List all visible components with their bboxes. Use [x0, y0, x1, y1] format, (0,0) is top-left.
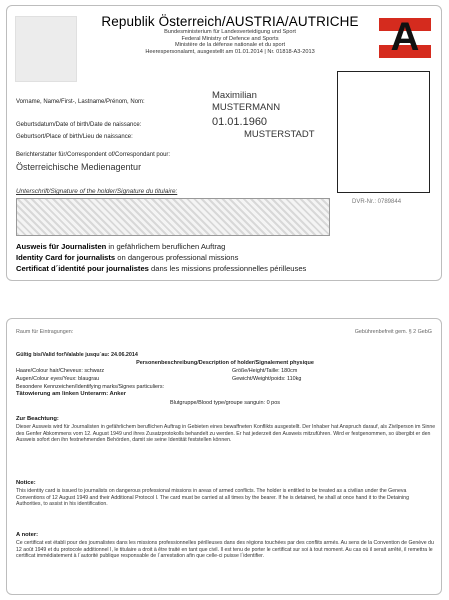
footer-rest-en: on dangerous professional missions — [115, 253, 239, 262]
notice-text-fr: Ce certificat est établi pour des journalistes dans les missions professionnelles périlleuses dans des régions touchées par des conflits armés. Au sens de la Convention de Genève du 12 août 1949 et du protocole additionnel I, le titulaire a droit à être traité en tant que civil. Il est tenu de porter le certificat sur soi à tout moment. Au cas où il serait arrêté, il remettra le certificat immédiatement à l´autorité publique responsable de l´arrestation afin que celle-ci puisse l´identifier. — [16, 540, 434, 560]
valid-until: Gültig bis/Valid for/Valable jusqu´au: 24.06.2014 — [16, 352, 138, 358]
footer-line-fr — [16, 264, 306, 273]
country-title: Republik Österreich/AUSTRIA/AUTRICHE — [101, 14, 359, 29]
notice-heading-de: Zur Beachtung: — [16, 416, 59, 422]
last-name-value: MUSTERMANN — [212, 102, 281, 113]
first-name-value: Maximilian — [212, 90, 257, 101]
weight: Gewicht/Weight/poids: 110kg — [232, 376, 302, 382]
description-title: Personenbeschreibung/Description of holder/Signalement physique — [136, 360, 314, 366]
austrian-flag-logo-icon — [379, 15, 431, 59]
blood-type: Blutgruppe/Blood type/groupe sanguin: 0 pos — [169, 400, 281, 406]
ministry-line-de: Bundesministerium für Landesverteidigung und Sport — [164, 29, 296, 35]
eye-colour: Augen/Colour eyes/Yeux: blaugrau — [16, 376, 100, 382]
ministry-line-fr: Ministère de la défense nationale et du sport — [174, 42, 286, 49]
dob-label: Geburtsdatum/Date of birth/Date de naissance: — [16, 122, 142, 128]
photo-frame — [337, 71, 430, 193]
height: Größe/Height/Taille: 180cm — [232, 368, 298, 374]
footer-bold-fr: Certificat d´identité pour journalistes — [16, 264, 149, 273]
footer-line-en — [16, 253, 238, 262]
footer-bold-en: Identity Card for journalists — [16, 253, 116, 262]
identifying-marks: Besondere Kennzeichen/Identifying marks/Signes particuliers: — [16, 384, 165, 390]
pob-label: Geburtsort/Place of birth/Lieu de naissance: — [16, 134, 133, 140]
hair-colour: Haare/Colour hair/Cheveux: schwarz — [16, 368, 105, 374]
tattoo: Tätowierung am linken Unterarm: Anker — [16, 391, 126, 397]
notice-heading-en: Notice: — [16, 480, 36, 486]
notice-heading-fr: A noter: — [16, 532, 39, 538]
footer-bold-de: Ausweis für Journalisten — [16, 242, 107, 251]
fee-exemption: Gebührenbefreit gem. § 2 GebG — [354, 329, 432, 335]
id-card-back — [6, 318, 442, 595]
notice-text-de: Dieser Ausweis wird für Journalisten in gefährlichem beruflichen Auftrag in Gebieten eines bewaffneten Konflikts ausgestellt. Der Inhaber hat Anspruch darauf, als Zivilperson im Sinne des Genfer Abkommens vom 12. August 1949 und ihres Zusatzprotokolls behandelt zu werden. Er hat jederzeit den Ausweis mitzuführen. Wird er festgenommen, so übergibt er den Ausweis sofort den ihn festnehmenden Behörden, damit sie seine Identität feststellen können. — [16, 424, 436, 444]
signature-field — [16, 198, 330, 236]
logo-letter: A — [390, 15, 420, 59]
agency-value: Österreichische Medienagentur — [16, 162, 142, 172]
ministry-line-en: Federal Ministry of Defence and Sports — [181, 35, 279, 42]
footer-rest-fr: dans les missions professionnelles périlleuses — [148, 264, 307, 273]
dob-value: 01.01.1960 — [212, 116, 268, 128]
correspondent-label: Berichterstatter für/Correspondent of/Correspondant pour: — [16, 152, 171, 158]
footer-rest-de: in gefährlichem beruflichen Auftrag — [106, 242, 226, 251]
notice-text-en: This identity card is issued to journalists on dangerous professional missions in areas of armed conflicts. The holder is entitled to be treated as a civilian under the Geneva Conventions of 12 August 1949 and their Additional Protocol I. The card must be carried at all times by the bearer. If he is detained, he shall at once hand it to the Detaining Authorities, to assist in his identification. — [16, 488, 409, 508]
issuer-header — [85, 14, 375, 55]
issue-info: Heerespersonalamt, ausgestellt am 01.01.2014 | Nr. 01818-A3-2013 — [145, 48, 315, 55]
dvr-number: DVR-Nr.: 0789844 — [352, 199, 402, 205]
name-label: Vorname, Name/First-, Lastname/Prénom, Nom: — [16, 99, 145, 105]
pob-value: MUSTERSTADT — [244, 129, 315, 140]
entries-label: Raum für Eintragungen: — [16, 329, 74, 335]
footer-line-de — [16, 242, 225, 251]
portrait-placeholder — [15, 16, 77, 82]
id-card-front — [6, 5, 442, 281]
signature-label: Unterschrift/Signature of the holder/Signature du titulaire: — [16, 188, 178, 195]
